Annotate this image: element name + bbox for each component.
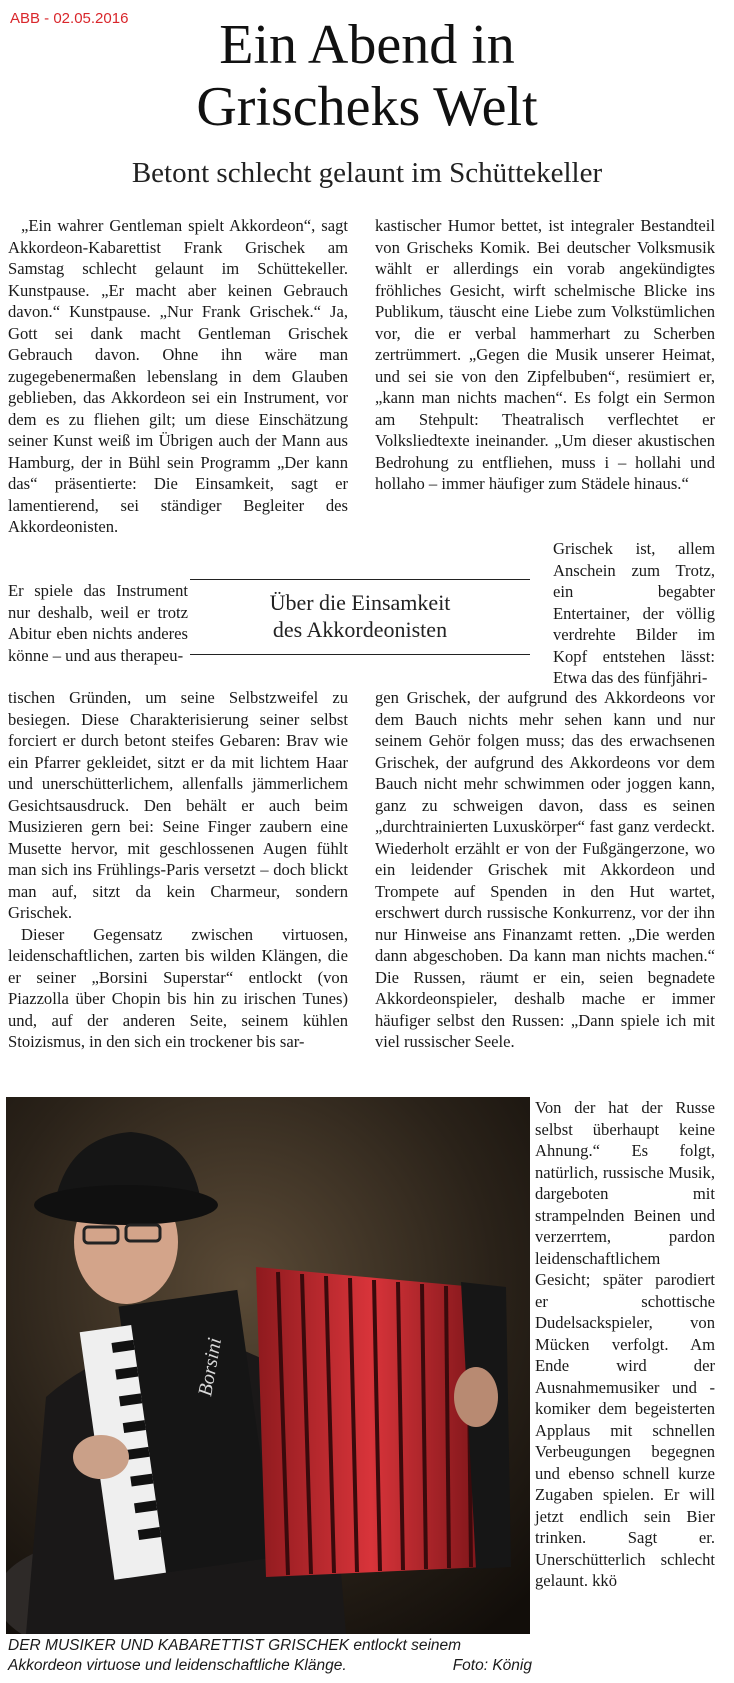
date-stamp: ABB - 02.05.2016 (10, 10, 129, 27)
paragraph: Er spiele das Instrument nur deshalb, weil er trotz Abitur eben nichts anderes könne – und aus therapeu- (8, 581, 188, 665)
pull-quote (190, 579, 530, 655)
photo-musician-with-accordion (6, 1097, 530, 1634)
pull-quote-line-1: Über die Einsamkeit (269, 590, 451, 615)
paragraph: gen Grischek, der aufgrund des Akkordeons vor dem Bauch nichts mehr sehen kann und nur seinem Gehör folgen muss; das des erwachsenen Grischek, der aufgrund des Akkordeons vor dem Bauch nicht mehr schwimmen oder joggen kann, ganz zu schweigen davon, dass es seinen „durchtrainierten Luxuskörper“ fast ganz verdeckt. Wiederholt erzählt er von der Fußgängerzone, wo ein leidender Grischek mit Akkordeon und Trompete auf Spenden in den Hut wartet, erschwert durch russische Konkurrenz, vor der ihn nur Hinweise ans Finanzamt retten. „Die werden dann abgeschoben. Da kann man nichts machen.“ Die Russen, räumt er ein, seien begnadete Akkordeonspieler, deshalb mache er immer häufiger selbst den Russen: „Dann spiele ich mit viel russischer Seele. (375, 688, 715, 1051)
article-column-1-bottom (8, 687, 348, 1053)
article-column-2-bottom (375, 687, 715, 1053)
caption-lead: DER MUSIKER UND KABARETTIST GRISCHEK (8, 1637, 350, 1654)
article-column-1-top (8, 215, 348, 538)
photo-credit: Foto: König (452, 1657, 532, 1674)
headline (0, 14, 734, 138)
headline-line-2: Grischeks Welt (196, 76, 538, 138)
pull-quote-line-2: des Akkordeonisten (272, 617, 448, 642)
subheadline: Betont schlecht gelaunt im Schüttekeller (131, 157, 603, 189)
photo-illustration (6, 1097, 530, 1634)
paragraph: Dieser Gegensatz zwischen virtuosen, leidenschaftlichen, zarten bis wilden Klängen, die er seiner „Borsini Superstar“ entlockt (von Piazzolla über Chopin bis hin zu irischen Tunes) und, auf der anderen Seite, seinem kühlen Stoizismus, in den sich ein trockener bis sar- (8, 924, 348, 1051)
paragraph: Grischek ist, allem Anschein zum Trotz, ein begabter Entertainer, der völlig verdrehte Bilder im Kopf entstehen lässt: Etwa das des fünfjähri- (553, 539, 715, 687)
article-column-1-beside-quote (8, 580, 188, 666)
article-column-2-top (375, 215, 715, 495)
headline-line-1: Ein Abend in (219, 14, 515, 76)
article-column-beside-photo (535, 1097, 715, 1592)
paragraph: kastischer Humor bettet, ist integraler Bestandteil von Grischeks Komik. Bei deutscher Volksmusik wählt er allerdings ein vorab angekündigtes fröhliches Gesicht, wirft schelmische Blicke ins Publikum, täuscht eine Liebe zum Volkstümlichen vor, die er verbal hammerhart zu Scherben zertrümmert. „Gegen die Musik unserer Heimat, und sei sie von den Zipfelbuben“, resümiert er, „kann man nichts machen“. Es folgt ein Sermon am Stehpult: Theatralisch verflechtet er Volksliedtexte ineinander. „Um dieser akustischen Bedrohung zu entfliehen, muss i – hollahi und hollaho – immer häufiger zum Städele hinaus.“ (375, 216, 715, 493)
paragraph: Von der hat der Russe selbst überhaupt keine Ahnung.“ Es folgt, natürlich, russische Musik, dargeboten mit strampelnden Beinen und verzerrtem, pardon leidenschaftlichem Gesicht; später parodiert er schottische Dudelsackspieler, von Mücken verfolgt. Am Ende wird der Ausnahmemusiker und -komiker dem begeisterten Applaus mit schnellen Verbeugungen begegnen und ebenso schnell kurze Zugaben spielen. Er will jetzt endlich sein Bier trinken. Sagt er. Unerschütterlich schlecht gelaunt. kkö (535, 1098, 715, 1590)
caption-text: entlockt seinem Akkordeon virtuose und leidenschaftliche Klänge. (8, 1637, 462, 1674)
accordion-brand: Borsini (194, 1336, 227, 1398)
article-column-2-beside-quote (553, 538, 715, 689)
photo-caption (8, 1636, 532, 1676)
paragraph: „Ein wahrer Gentleman spielt Akkordeon“, sagt Akkordeon-Kabarettist Frank Grischek am Samstag schlecht gelaunt im Schüttekeller. Kunstpause. „Er macht aber keinen Gebrauch davon.“ Kunstpause. „Nur Frank Grischek.“ Ja, Gott sei dank macht Gentleman Grischek Gebrauch davon. Ohne ihn wäre man zugegebenermaßen lebenslang in dem Glauben geblieben, das Akkordeon sei ein Instrument, vor dem es zu fliehen gilt; um diese Einschätzung seiner Kunst weiß im Übrigen auch der Mann aus Hamburg, der in Bühl sein Programm „Der kann das“ präsentierte: Die Einsamkeit, sagt er lamentierend, sei ständiger Begleiter des Akkordeonisten. (8, 216, 348, 536)
paragraph: tischen Gründen, um seine Selbstzweifel zu besiegen. Diese Charakterisierung seiner selbst forciert er durch betont steifes Gebaren: Brav wie ein Pfarrer gekleidet, sitzt er da mit lichtem Haar und unerschütterlichem, allenfalls jämmerlichem Gesichtsausdruck. Den behält er auch beim Musizieren gern bei: Seine Finger zaubern eine Musette hervor, mit geschlossenen Augen fühlt man sich ins Frühlings-Paris versetzt – doch blickt man auf, sitzt da kein Charmeur, sondern Grischek. (8, 688, 348, 922)
